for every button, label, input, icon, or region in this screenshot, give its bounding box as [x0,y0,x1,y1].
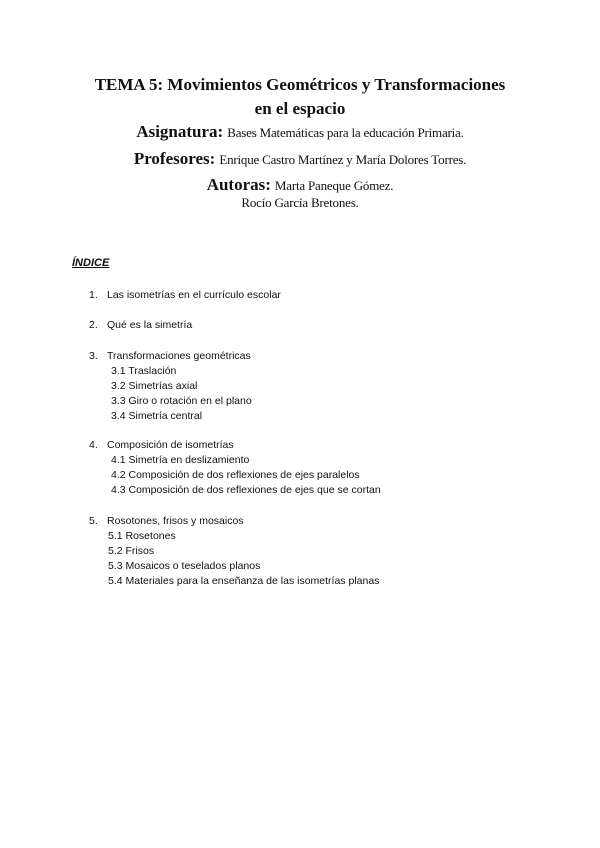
authors-line [0,175,600,195]
toc-section [89,438,234,453]
subject-label: Asignatura: [136,122,224,141]
toc-subsection: 3.2 Simetrías axial [111,380,198,392]
toc-section-number: 5. [89,515,98,527]
toc-section-title: Las isometrías en el currículo escolar [107,289,281,301]
subject-line [0,122,600,142]
toc-section [89,288,281,303]
toc-subsection: 4.3 Composición de dos reflexiones de ejes que se cortan [111,484,381,496]
subject-value: Bases Matemáticas para la educación Primaria. [227,125,464,140]
toc-section-number: 1. [89,289,98,301]
authors-label: Autoras: [206,175,271,194]
toc-section [89,318,192,333]
document-title-line-2: en el espacio [254,99,346,118]
toc-section-title: Transformaciones geométricas [107,350,251,362]
index-heading: ÍNDICE [72,257,110,269]
toc-subsection: 5.1 Rosetones [108,530,176,542]
authors-value-2: Rocío García Bretones. [241,195,359,210]
toc-subsection: 3.3 Giro o rotación en el plano [111,395,252,407]
toc-section-title: Qué es la simetría [107,319,193,331]
teachers-value: Enrique Castro Martínez y María Dolores Torres. [219,152,467,167]
toc-section-number: 4. [89,439,98,451]
toc-subsection: 5.2 Frisos [108,545,155,557]
toc-subsection: 5.4 Materiales para la enseñanza de las isometrías planas [108,575,380,587]
toc-subsection: 3.1 Traslación [111,365,177,377]
teachers-line [0,149,600,169]
toc-section-number: 2. [89,319,98,331]
toc-subsection: 5.3 Mosaicos o teselados planos [108,560,261,572]
toc-subsection: 4.1 Simetría en deslizamiento [111,454,250,466]
toc-section [89,514,244,529]
authors-line-2 [0,194,600,212]
toc-subsection: 4.2 Composición de dos reflexiones de ejes paralelos [111,469,360,481]
teachers-label: Profesores: [133,149,216,168]
toc-section-title: Rosotones, frisos y mosaicos [107,515,244,527]
toc-section [89,349,251,364]
toc-section-title: Composición de isometrías [107,439,234,451]
document-title-line-1: TEMA 5: Movimientos Geométricos y Transformaciones [94,75,506,94]
toc-subsection: 3.4 Simetría central [111,410,203,422]
toc-section-number: 3. [89,350,98,362]
authors-value-1: Marta Paneque Gómez. [274,178,394,193]
